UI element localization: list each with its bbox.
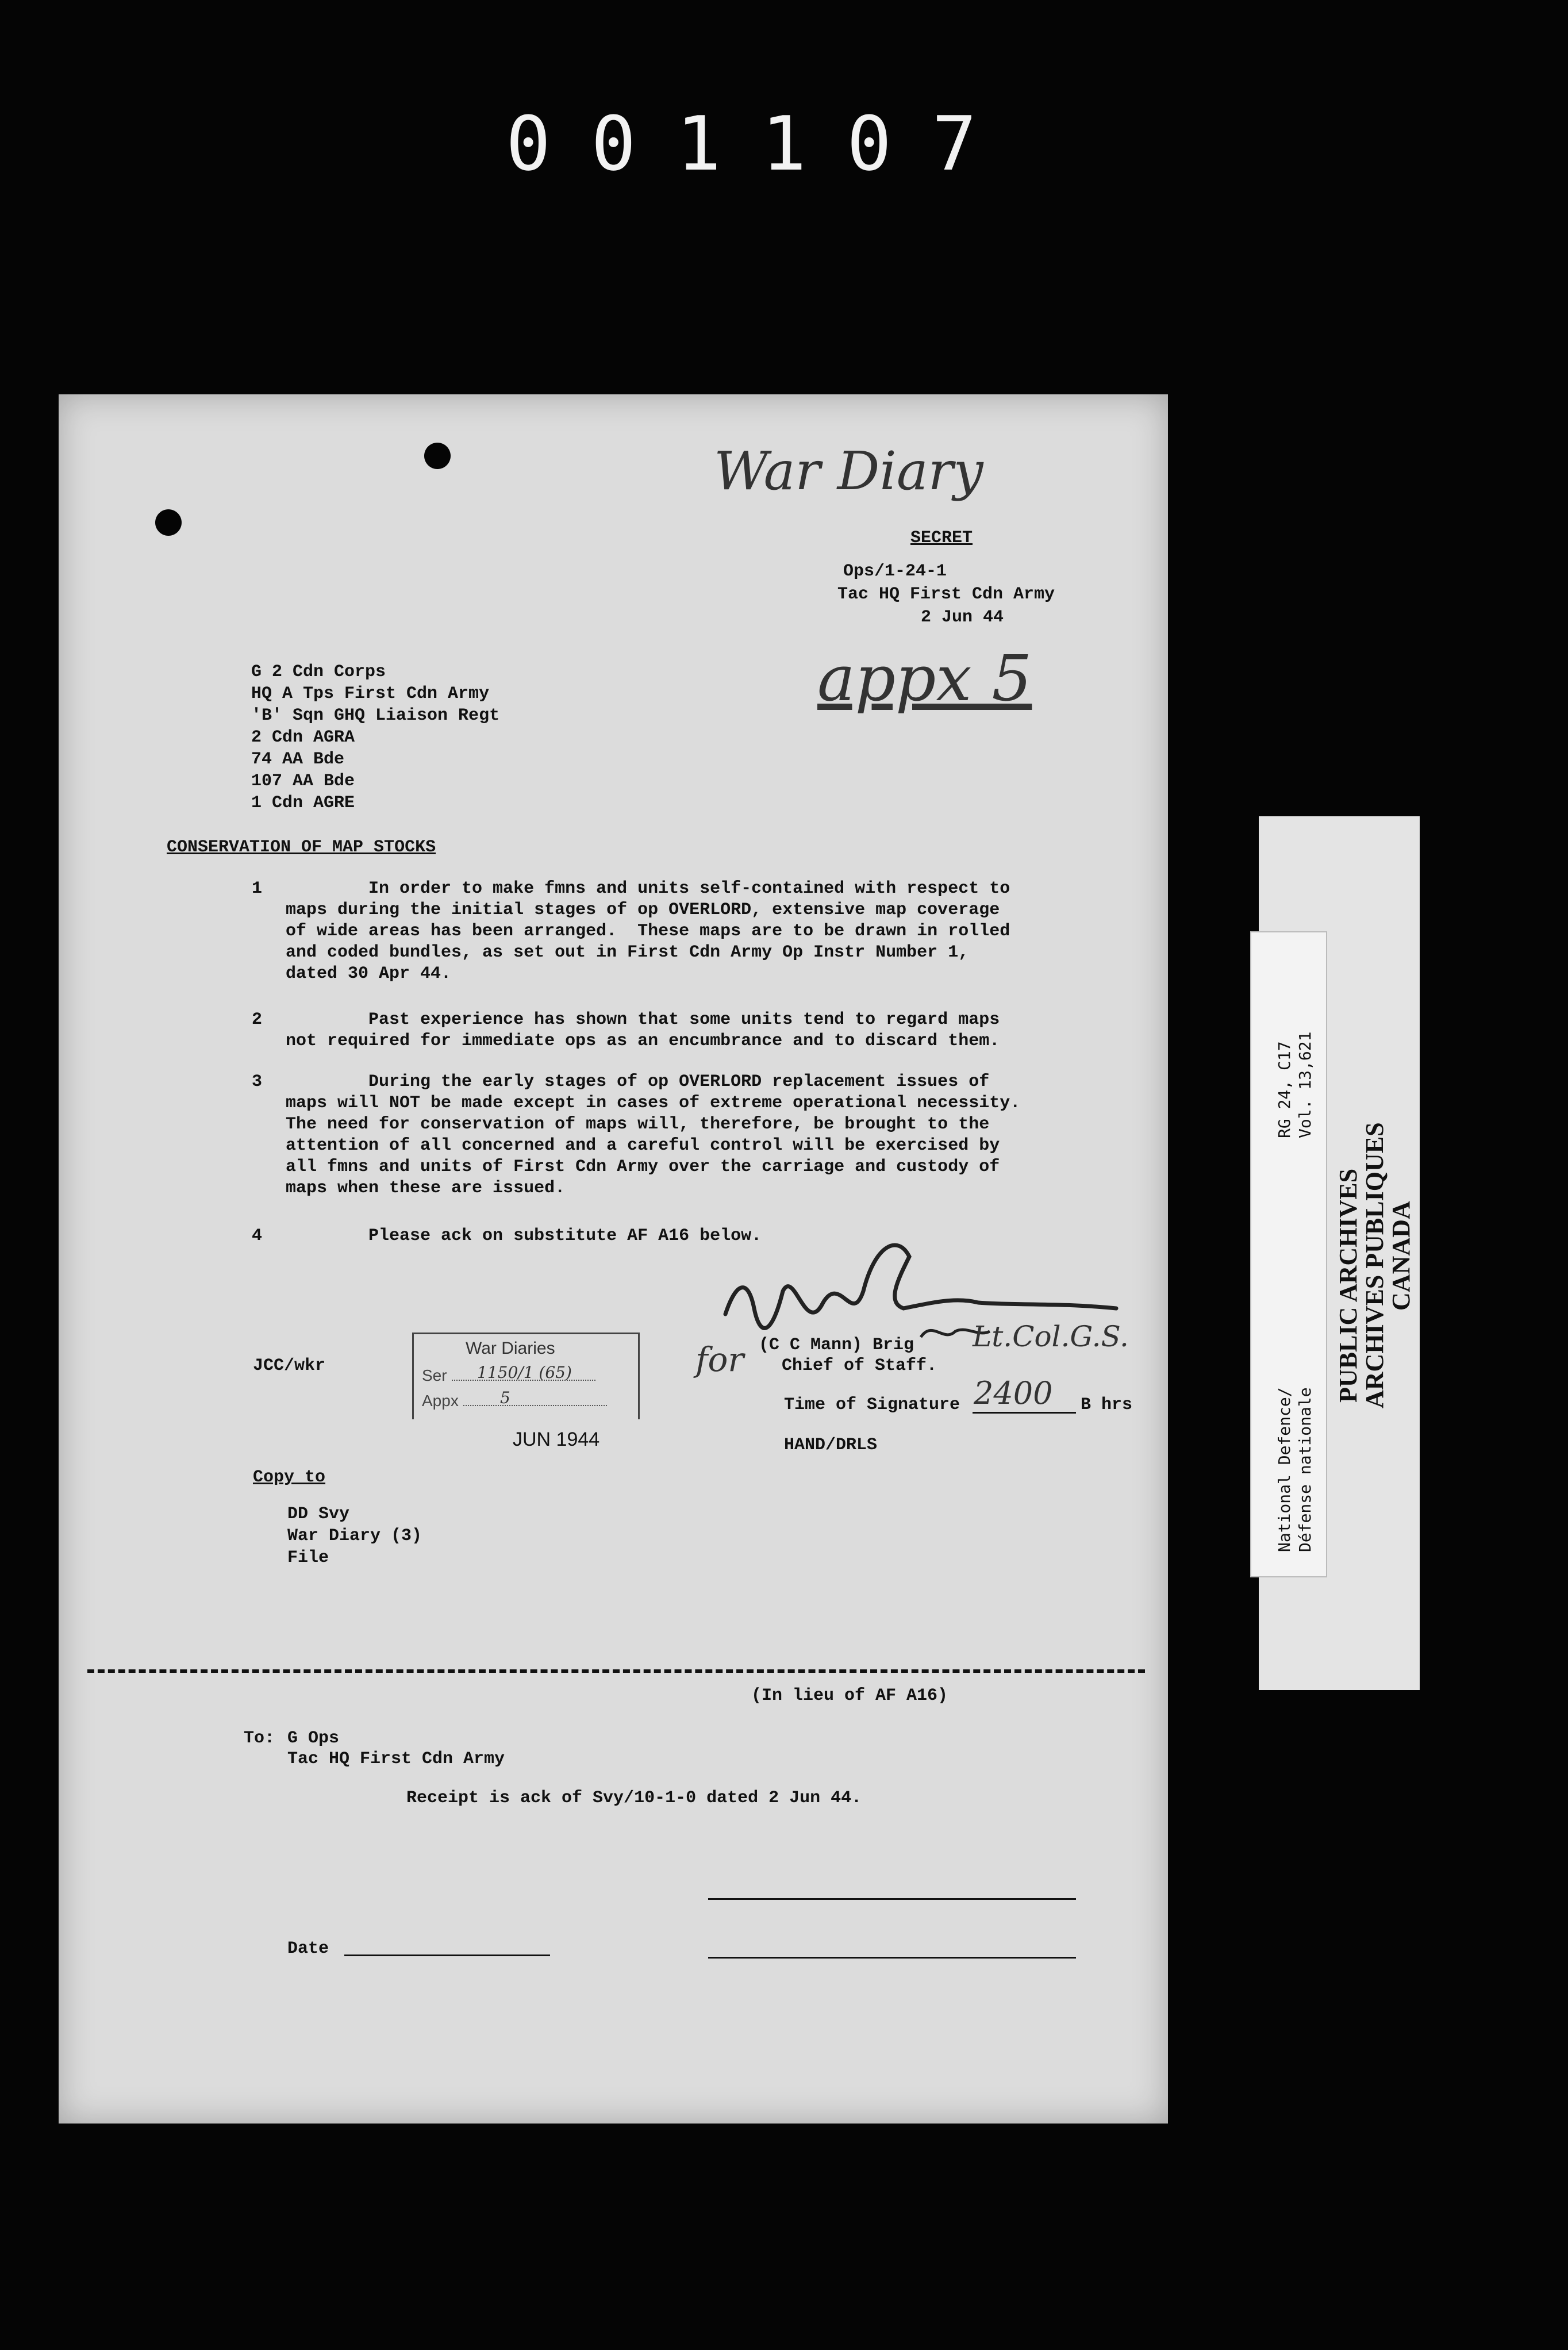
signature-line: [708, 1898, 1076, 1900]
classification: SECRET: [910, 528, 973, 548]
origin: Tac HQ First Cdn Army: [837, 585, 1055, 604]
stamp-ser-value: 1150/1 (65): [477, 1363, 572, 1382]
addressee: 107 AA Bde: [251, 771, 355, 791]
time-suffix: B hrs: [1081, 1395, 1133, 1415]
document-page: [59, 394, 1168, 2124]
punch-hole: [424, 443, 451, 469]
addressee: HQ A Tps First Cdn Army: [251, 684, 490, 704]
frame-number: 001107: [506, 100, 1017, 187]
copy-to-item: DD Svy: [287, 1504, 350, 1524]
addressee: 1 Cdn AGRE: [251, 793, 355, 813]
archive-dept-line: National Defence/: [1275, 1387, 1294, 1552]
paragraph-2: Past experience has shown that some units tend to regard maps not required for immediate ops as an encumbrance and to discard them.: [286, 1010, 1000, 1051]
archive-dept-line: Défense nationale: [1296, 1387, 1315, 1552]
reference-number: Ops/1-24-1: [843, 562, 947, 581]
handwritten-war-diary: War Diary: [714, 440, 983, 502]
handwritten-appx: appx 5: [817, 642, 1032, 715]
receipt-to-label: To:: [244, 1729, 275, 1748]
reference-initials: JCC/wkr: [253, 1356, 326, 1376]
paragraph-4: Please ack on substitute AF A16 below.: [286, 1226, 762, 1246]
in-lieu-note: (In lieu of AF A16): [751, 1686, 948, 1706]
time-underline: [973, 1412, 1076, 1414]
paragraph-1: In order to make fmns and units self-contained with respect to maps during the initial stages of op OVERLORD, extensive map coverage of wide areas has been arranged. These maps are to be drawn in rolled and coded bundles, as set out in First Cdn Army Op Instr Number 1, dated 30 Apr 44.: [286, 879, 1010, 984]
handwritten-time: 2400: [974, 1375, 1053, 1411]
public-archives-heading: PUBLIC ARCHIVES: [1334, 1168, 1362, 1403]
copy-to-item: File: [287, 1548, 329, 1568]
date-line: [344, 1955, 550, 1956]
copy-to-item: War Diary (3): [287, 1526, 422, 1546]
signature-for: for: [695, 1340, 744, 1379]
addressee: 'B' Sqn GHQ Liaison Regt: [251, 706, 500, 725]
archive-ref-line: Vol. 13,621: [1296, 1031, 1315, 1138]
war-diaries-stamp: [412, 1333, 640, 1419]
paragraph-3: During the early stages of op OVERLORD replacement issues of maps will NOT be made except in cases of extreme operational necessity. The need for conservation of maps will, therefore, be brought to the attention of all concerned and a careful control will be exercised by all fmns and units of First Cdn Army over the carriage and custody of maps when these are issued.: [286, 1072, 1021, 1198]
receipt-text: Receipt is ack of Svy/10-1-0 dated 2 Jun 44.: [406, 1788, 862, 1808]
date-label: Date: [287, 1939, 329, 1959]
paragraph-number: 3: [252, 1072, 263, 1092]
receipt-to-line: Tac HQ First Cdn Army: [287, 1749, 505, 1769]
subject-heading: CONSERVATION OF MAP STOCKS: [167, 838, 436, 857]
public-archives-heading: ARCHIVES PUBLIQUES: [1361, 1122, 1389, 1408]
punch-hole: [155, 509, 182, 536]
signature-line: [708, 1957, 1076, 1959]
copy-to-heading: Copy to: [253, 1468, 326, 1487]
stamp-ser-label: Ser: [422, 1366, 447, 1384]
delivery-method: HAND/DRLS: [784, 1435, 878, 1455]
receipt-to-line: G Ops: [287, 1729, 340, 1748]
addressee: 2 Cdn AGRA: [251, 728, 355, 747]
stamp-appx-row: [422, 1392, 607, 1410]
public-archives-heading: CANADA: [1387, 1201, 1415, 1311]
time-of-signature-label: Time of Signature: [784, 1395, 960, 1415]
signatory-name: (C C Mann) Brig: [759, 1335, 914, 1355]
addressee: G 2 Cdn Corps: [251, 662, 386, 682]
paragraph-number: 1: [252, 879, 263, 898]
document-date: 2 Jun 44: [921, 608, 1004, 627]
paragraph-number: 4: [252, 1226, 263, 1246]
signatory-title: Chief of Staff.: [782, 1356, 937, 1376]
stamp-title: War Diaries: [466, 1339, 555, 1358]
stamp-appx-label: Appx: [422, 1392, 459, 1410]
stamp-appx-value: 5: [500, 1388, 510, 1407]
handwritten-rank: Lt.Col.G.S.: [973, 1320, 1129, 1353]
tear-line: [87, 1669, 1145, 1673]
paragraph-number: 2: [252, 1010, 263, 1030]
addressee: 74 AA Bde: [251, 750, 345, 769]
archive-ref-line: RG 24, C17: [1275, 1041, 1294, 1138]
stamp-date: JUN 1944: [513, 1429, 600, 1450]
